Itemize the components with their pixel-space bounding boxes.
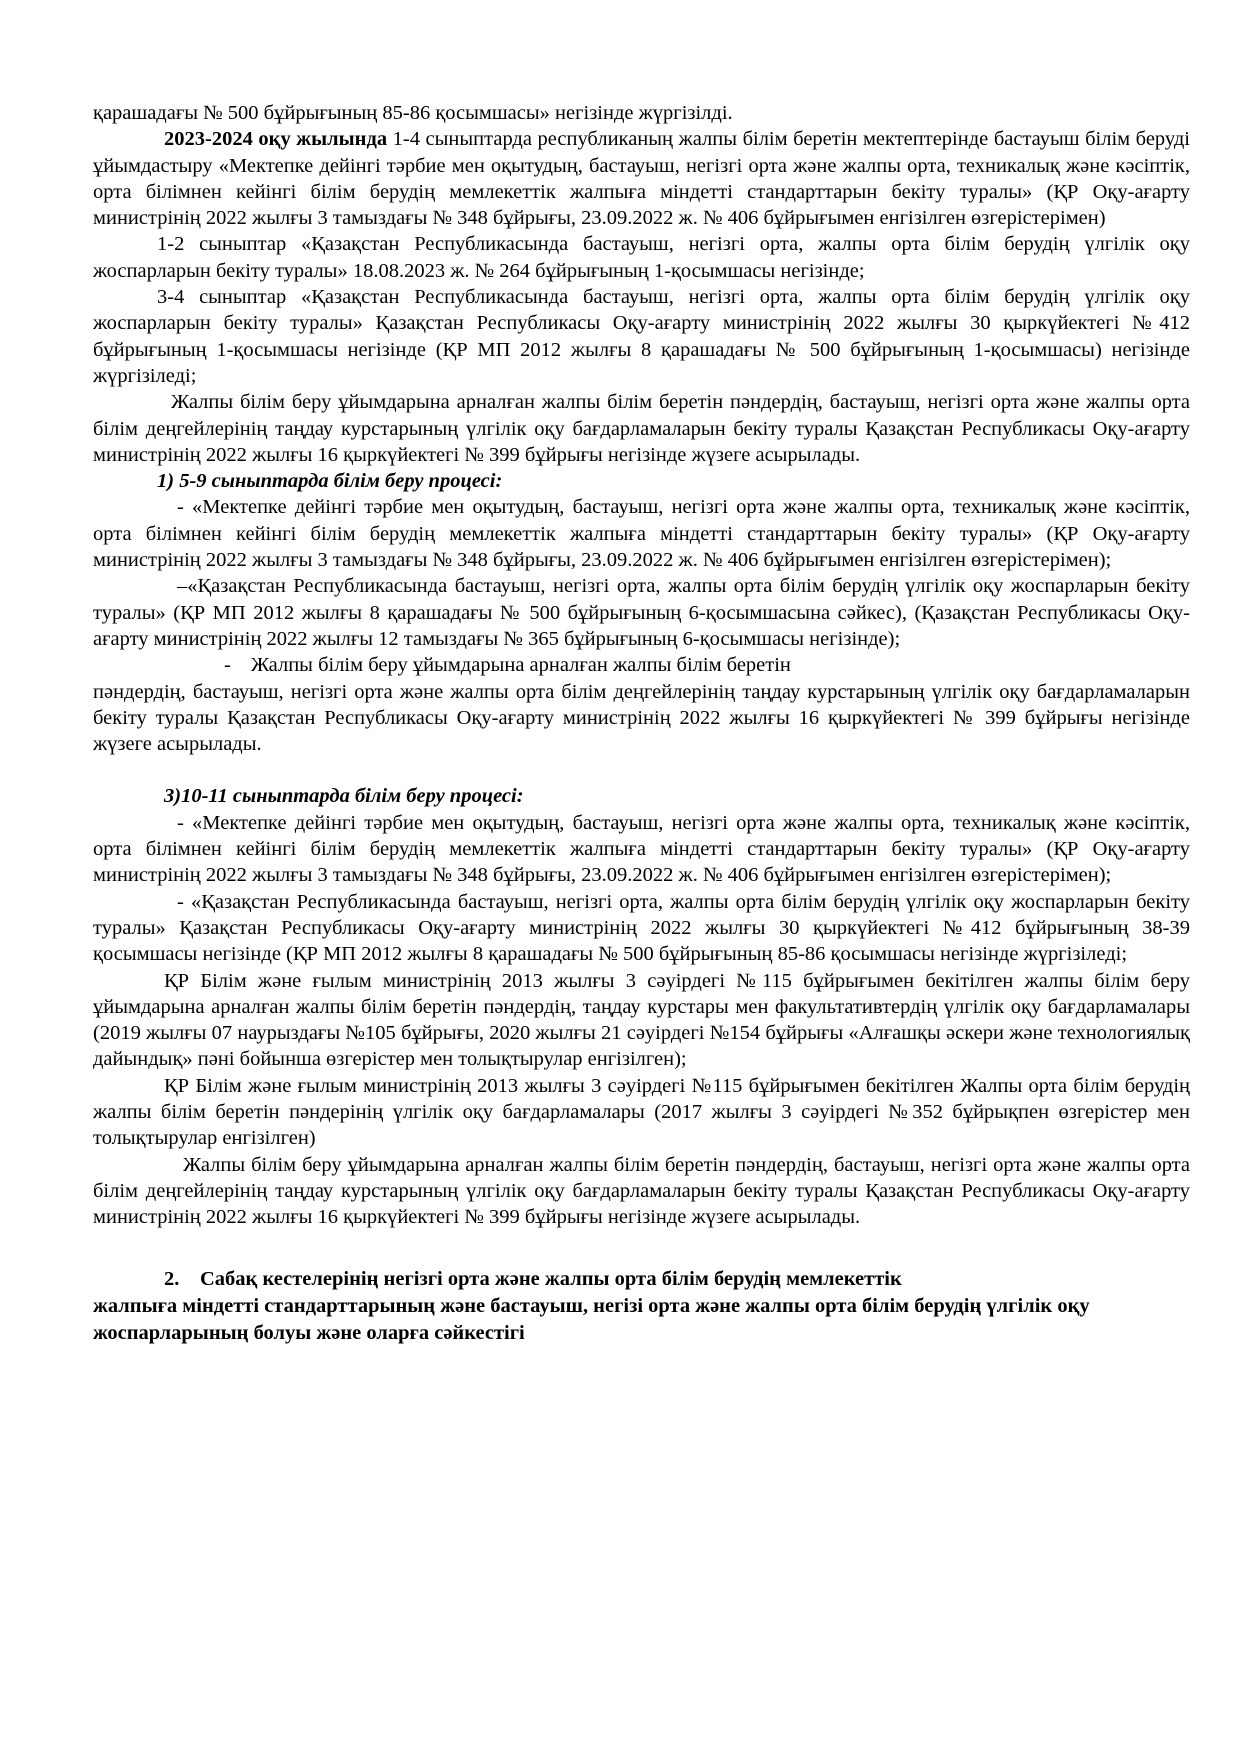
paragraph-10: - «Қазақстан Республикасында бастауыш, негізгі орта, жалпы орта білім берудің үлгілік оқу жоспарларын бекіту туралы» Қазақстан Республикасы Оқу-ағарту министрінің 2022 жылғы 30 қыркүйектегі №412 бұйрығының 38-39 қосымшасы негізінде (ҚР МП 2012 жылғы 8 қарашадағы № 500 бұйрығының 85-86 қосымшасы негізінде жүргізіледі; xyxy=(93,890,1190,966)
paragraph-12: ҚР Білім және ғылым министрінің 2013 жылғы 3 сәуірдегі №115 бұйрығымен бекітілген Жалпы орта білім берудің жалпы білім беретін пәндерінің үлгілік оқу бағдарламалары (2017 жылғы 3 сәуірдегі №352 бұйрықпен өзгерістер мен толықтырулар енгізілген) xyxy=(93,1074,1190,1150)
paragraph-4: 3-4 сыныптар «Қазақстан Республикасында бастауыш, негізгі орта, жалпы орта білім берудің үлгілік оқу жоспарларын бекіту туралы» Қазақстан Республикасы Оқу-ағарту министрінің 2022 жылғы 30 қыркүйектегі №412 бұйрығының 1-қосымшасы негізінде (ҚР МП 2012 жылғы 8 қарашадағы № 500 бұйрығының 1-қосымшасы) негізінде жүргізіледі; xyxy=(93,286,1190,387)
paragraph-5: Жалпы білім беру ұйымдарына арналған жалпы білім беретін пәндердің, бастауыш, негізгі орта және жалпы орта білім деңгейлерінің таңдау курстарының үлгілік оқу бағдарламаларын бекіту туралы Қазақстан Республикасы Оқу-ағарту министрінің 2022 жылғы 16 қыркүйектегі № 399 бұйрығы негізінде жүзеге асырылады. xyxy=(93,391,1190,466)
paragraph-3: 1-2 сыныптар «Қазақстан Республикасында бастауыш, негізгі орта, жалпы орта білім берудің үлгілік оқу жоспарларын бекіту туралы» 18.08.2023 ж. № 264 бұйрығының 1-қосымшасы негізінде; xyxy=(93,233,1190,282)
section-title-line-1: Сабақ кестелерінің негізгі орта және жалпы орта білім берудің мемлекеттік xyxy=(200,1268,902,1291)
list-dash: - xyxy=(224,654,231,677)
section-title-line-2: жалпыға міндетті стандарттарының және бастауыш, негізі орта және жалпы орта білім берудің үлгілік оқу жоспарларының болуы және оларға сәйкестігі xyxy=(93,1295,1090,1345)
paragraph-8: пәндердің, бастауыш, негізгі орта және жалпы орта білім деңгейлерінің таңдау курстарының үлгілік оқу бағдарламаларын бекіту туралы Қазақстан Республикасы Оқу-ағарту министрінің 2022 жылғы 16 қыркүйектегі № 399 бұйрығы негізінде жүзеге асырылады. xyxy=(93,680,1190,756)
paragraph-2-text: 1-4 сыныптарда республиканың жалпы білім беретін мектептерінде бастауыш білім беруді ұйымдастыру «Мектепке дейінгі тәрбие мен оқытудың, бастауыш, негізгі орта және жалпы орта, техникалық және кәсіптік, орта білімнен кейінгі білім берудің мемлекеттік жалпыға міндетті стандарттарын бекіту туралы» (ҚР Оқу-ағарту министрінің 2022 жылғы 3 тамыздағы № 348 бұйрығы, 23.09.2022 ж. № 406 бұйрығымен енгізілген өзгерістерімен) xyxy=(93,128,1190,230)
paragraph-8-first-text: Жалпы білім беру ұйымдарына арналған жалпы білім беретін xyxy=(250,654,791,677)
paragraph-2 xyxy=(93,126,1190,231)
heading-grades-5-9: 1) 5-9 сыныптарда білім беру процесі: xyxy=(157,470,503,493)
paragraph-11: ҚР Білім және ғылым министрінің 2013 жылғы 3 сәуірдегі №115 бұйрығымен бекітілген жалпы білім беру ұйымдарына арналған жалпы білім беретін пәндердің, таңдау курстары мен факультативтердің үлгілік оқу бағдарламалары (2019 жылғы 07 наурыздағы №105 бұйрығы, 2020 жылғы 21 сәуірдегі №154 бұйрығы «Алғашқы әскери және технологиялық дайындық» пәні бойынша өзгерістер мен толықтырулар енгізілген); xyxy=(93,969,1190,1071)
paragraph-2-bold: 2023-2024 оқу жылында xyxy=(164,128,388,151)
paragraph-9: - «Мектепке дейінгі тәрбие мен оқытудың, бастауыш, негізгі орта және жалпы орта, техникалық және кәсіптік, орта білімнен кейінгі білім берудің мемлекеттік жалпыға міндетті стандарттарын бекіту туралы» (ҚР Оқу-ағарту министрінің 2022 жылғы 3 тамыздағы № 348 бұйрығы, 23.09.2022 ж. № 406 бұйрығымен енгізілген өзгерістерімен); xyxy=(93,811,1190,887)
paragraph-8-first-line xyxy=(93,652,1190,678)
paragraph-13: Жалпы білім беру ұйымдарына арналған жалпы білім беретін пәндердің, бастауыш, негізгі орта және жалпы орта білім деңгейлерінің таңдау курстарының үлгілік оқу бағдарламаларын бекіту туралы Қазақстан Республикасы Оқу-ағарту министрінің 2022 жылғы 16 қыркүйектегі № 399 бұйрығы негізінде жүзеге асырылады. xyxy=(93,1153,1190,1229)
paragraph-1: қарашадағы № 500 бұйрығының 85-86 қосымшасы» негізінде жүргізілді. xyxy=(93,102,733,124)
section-heading-2 xyxy=(93,1266,1190,1347)
document-page xyxy=(93,100,1190,1347)
section-number: 2. xyxy=(164,1268,180,1291)
paragraph-7: –«Қазақстан Республикасында бастауыш, негізгі орта, жалпы орта білім берудің үлгілік оқу жоспарларын бекіту туралы» (ҚР МП 2012 жылғы 8 қарашадағы № 500 бұйрығының 6-қосымшасына сәйкес), (Қазақстан Республикасы Оқу-ағарту министрінің 2022 жылғы 12 тамыздағы № 365 бұйрығының 6-қосымшасы негізінде); xyxy=(93,575,1190,650)
heading-grades-10-11: 3)10-11 сыныптарда білім беру процесі: xyxy=(164,785,524,808)
paragraph-6: - «Мектепке дейінгі тәрбие мен оқытудың, бастауыш, негізгі орта және жалпы орта, техникалық және кәсіптік, орта білімнен кейінгі білім берудің мемлекеттік жалпыға міндетті стандарттарын бекіту туралы» (ҚР Оқу-ағарту министрінің 2022 жылғы 3 тамыздағы № 348 бұйрығы, 23.09.2022 ж. № 406 бұйрығымен енгізілген өзгерістерімен); xyxy=(93,496,1190,572)
